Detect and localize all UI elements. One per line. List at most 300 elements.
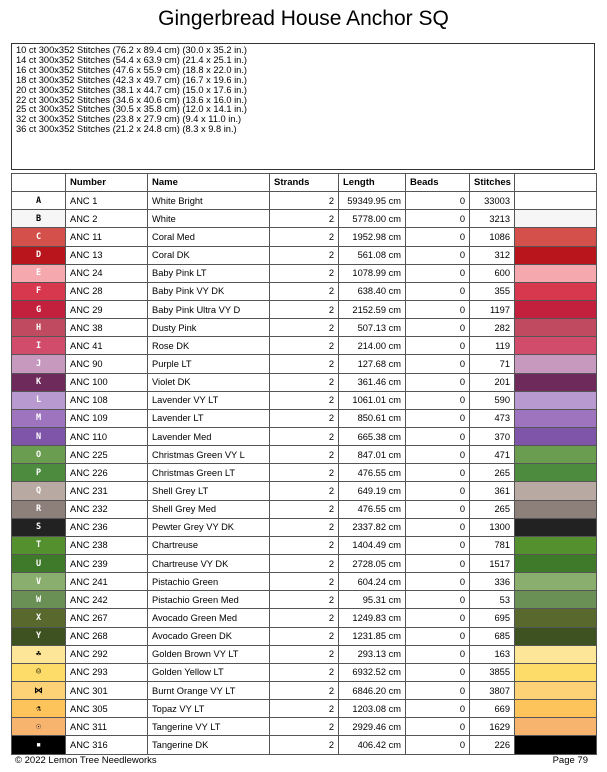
beads-cell: 0	[406, 718, 470, 736]
strands-cell: 2	[270, 536, 339, 554]
number-cell: ANC 241	[66, 573, 148, 591]
symbol-cell: Q	[12, 482, 66, 500]
beads-cell: 0	[406, 627, 470, 645]
stitches-cell: 355	[470, 282, 515, 300]
beads-cell: 0	[406, 246, 470, 264]
fabric-size-line: 14 ct 300x352 Stitches (54.4 x 63.9 cm) (21.4 x 25.1 in.)	[16, 54, 247, 65]
stitches-cell: 3807	[470, 681, 515, 699]
number-cell: ANC 90	[66, 355, 148, 373]
length-cell: 95.31 cm	[339, 591, 406, 609]
symbol-cell: E	[12, 264, 66, 282]
symbol-cell: N	[12, 427, 66, 445]
strands-cell: 2	[270, 337, 339, 355]
fabric-size-info-box	[11, 43, 595, 170]
length-cell: 1952.98 cm	[339, 228, 406, 246]
name-cell: Pewter Grey VY DK	[148, 518, 270, 536]
table-row	[12, 210, 597, 228]
strands-cell: 2	[270, 718, 339, 736]
number-cell: ANC 108	[66, 391, 148, 409]
length-cell: 2152.59 cm	[339, 300, 406, 318]
strands-cell: 2	[270, 228, 339, 246]
fabric-size-line: 32 ct 300x352 Stitches (23.8 x 27.9 cm) (9.4 x 11.0 in.)	[16, 114, 242, 125]
strands-cell: 2	[270, 627, 339, 645]
symbol-cell: W	[12, 591, 66, 609]
strands-cell: 2	[270, 609, 339, 627]
length-cell: 1404.49 cm	[339, 536, 406, 554]
fabric-size-line: 22 ct 300x352 Stitches (34.6 x 40.6 cm) (13.6 x 16.0 in.)	[16, 94, 247, 105]
number-cell: ANC 268	[66, 627, 148, 645]
beads-cell: 0	[406, 192, 470, 210]
stitches-cell: 590	[470, 391, 515, 409]
color-swatch	[515, 500, 597, 518]
name-cell: Lavender VY LT	[148, 391, 270, 409]
stitches-cell: 361	[470, 482, 515, 500]
symbol-cell: D	[12, 246, 66, 264]
table-row	[12, 192, 597, 210]
table-row	[12, 337, 597, 355]
number-cell: ANC 239	[66, 554, 148, 572]
name-cell: Baby Pink VY DK	[148, 282, 270, 300]
table-row	[12, 355, 597, 373]
color-swatch	[515, 700, 597, 718]
length-cell: 1061.01 cm	[339, 391, 406, 409]
thread-legend-table	[11, 173, 597, 755]
name-cell: Golden Brown VY LT	[148, 645, 270, 663]
name-cell: Baby Pink Ultra VY D	[148, 300, 270, 318]
strands-cell: 2	[270, 264, 339, 282]
length-cell: 847.01 cm	[339, 446, 406, 464]
number-cell: ANC 11	[66, 228, 148, 246]
color-swatch	[515, 446, 597, 464]
strands-cell: 2	[270, 391, 339, 409]
stitches-cell: 3855	[470, 663, 515, 681]
color-swatch	[515, 192, 597, 210]
name-cell: Christmas Green LT	[148, 464, 270, 482]
beads-cell: 0	[406, 264, 470, 282]
name-cell: Pistachio Green	[148, 573, 270, 591]
beads-cell: 0	[406, 319, 470, 337]
name-cell: Burnt Orange VY LT	[148, 681, 270, 699]
color-swatch	[515, 518, 597, 536]
header-symbol	[12, 174, 66, 192]
strands-cell: 2	[270, 464, 339, 482]
name-cell: Coral DK	[148, 246, 270, 264]
name-cell: Rose DK	[148, 337, 270, 355]
symbol-cell: P	[12, 464, 66, 482]
color-swatch	[515, 627, 597, 645]
symbol-cell: F	[12, 282, 66, 300]
table-row	[12, 482, 597, 500]
beads-cell: 0	[406, 663, 470, 681]
beads-cell: 0	[406, 427, 470, 445]
color-swatch	[515, 482, 597, 500]
stitches-cell: 3213	[470, 210, 515, 228]
length-cell: 406.42 cm	[339, 736, 406, 754]
header-color	[515, 174, 597, 192]
color-swatch	[515, 319, 597, 337]
strands-cell: 2	[270, 681, 339, 699]
stitches-cell: 119	[470, 337, 515, 355]
stitches-cell: 669	[470, 700, 515, 718]
number-cell: ANC 24	[66, 264, 148, 282]
table-row	[12, 645, 597, 663]
header-strands: Strands	[270, 174, 339, 192]
number-cell: ANC 293	[66, 663, 148, 681]
length-cell: 2337.82 cm	[339, 518, 406, 536]
stitches-cell: 53	[470, 591, 515, 609]
length-cell: 604.24 cm	[339, 573, 406, 591]
beads-cell: 0	[406, 464, 470, 482]
table-row	[12, 609, 597, 627]
color-swatch	[515, 573, 597, 591]
beads-cell: 0	[406, 681, 470, 699]
strands-cell: 2	[270, 427, 339, 445]
symbol-cell: I	[12, 337, 66, 355]
beads-cell: 0	[406, 446, 470, 464]
table-row	[12, 264, 597, 282]
beads-cell: 0	[406, 282, 470, 300]
strands-cell: 2	[270, 446, 339, 464]
table-row	[12, 228, 597, 246]
symbol-cell: ⋈	[12, 681, 66, 699]
stitches-cell: 265	[470, 464, 515, 482]
name-cell: White	[148, 210, 270, 228]
strands-cell: 2	[270, 518, 339, 536]
color-swatch	[515, 663, 597, 681]
name-cell: Pistachio Green Med	[148, 591, 270, 609]
number-cell: ANC 301	[66, 681, 148, 699]
table-row	[12, 627, 597, 645]
length-cell: 1078.99 cm	[339, 264, 406, 282]
stitches-cell: 201	[470, 373, 515, 391]
number-cell: ANC 305	[66, 700, 148, 718]
symbol-cell: ☺	[12, 663, 66, 681]
number-cell: ANC 29	[66, 300, 148, 318]
stitches-cell: 336	[470, 573, 515, 591]
length-cell: 665.38 cm	[339, 427, 406, 445]
number-cell: ANC 236	[66, 518, 148, 536]
color-swatch	[515, 591, 597, 609]
table-row	[12, 736, 597, 754]
beads-cell: 0	[406, 700, 470, 718]
symbol-cell: ☉	[12, 718, 66, 736]
strands-cell: 2	[270, 736, 339, 754]
length-cell: 361.46 cm	[339, 373, 406, 391]
number-cell: ANC 110	[66, 427, 148, 445]
table-row	[12, 681, 597, 699]
stitches-cell: 312	[470, 246, 515, 264]
number-cell: ANC 238	[66, 536, 148, 554]
number-cell: ANC 41	[66, 337, 148, 355]
fabric-size-line: 36 ct 300x352 Stitches (21.2 x 24.8 cm) (8.3 x 9.8 in.)	[16, 124, 237, 135]
symbol-cell: J	[12, 355, 66, 373]
name-cell: Christmas Green VY L	[148, 446, 270, 464]
table-row	[12, 282, 597, 300]
symbol-cell: B	[12, 210, 66, 228]
stitches-cell: 370	[470, 427, 515, 445]
strands-cell: 2	[270, 246, 339, 264]
table-row	[12, 391, 597, 409]
table-row	[12, 591, 597, 609]
beads-cell: 0	[406, 409, 470, 427]
table-row	[12, 246, 597, 264]
beads-cell: 0	[406, 391, 470, 409]
stitches-cell: 1197	[470, 300, 515, 318]
number-cell: ANC 100	[66, 373, 148, 391]
header-beads: Beads	[406, 174, 470, 192]
fabric-size-line: 16 ct 300x352 Stitches (47.6 x 55.9 cm) (18.8 x 22.0 in.)	[16, 64, 247, 75]
table-row	[12, 409, 597, 427]
strands-cell: 2	[270, 645, 339, 663]
table-row	[12, 319, 597, 337]
stitches-cell: 781	[470, 536, 515, 554]
strands-cell: 2	[270, 591, 339, 609]
stitches-cell: 685	[470, 627, 515, 645]
symbol-cell: V	[12, 573, 66, 591]
beads-cell: 0	[406, 573, 470, 591]
color-swatch	[515, 391, 597, 409]
color-swatch	[515, 427, 597, 445]
stitches-cell: 33003	[470, 192, 515, 210]
symbol-cell: ⚗	[12, 700, 66, 718]
strands-cell: 2	[270, 482, 339, 500]
stitches-cell: 471	[470, 446, 515, 464]
color-swatch	[515, 264, 597, 282]
color-swatch	[515, 409, 597, 427]
fabric-size-line: 20 ct 300x352 Stitches (38.1 x 44.7 cm) (15.0 x 17.6 in.)	[16, 84, 247, 95]
table-row	[12, 500, 597, 518]
name-cell: Dusty Pink	[148, 319, 270, 337]
length-cell: 1249.83 cm	[339, 609, 406, 627]
symbol-cell: A	[12, 192, 66, 210]
beads-cell: 0	[406, 355, 470, 373]
stitches-cell: 265	[470, 500, 515, 518]
beads-cell: 0	[406, 536, 470, 554]
symbol-cell: K	[12, 373, 66, 391]
strands-cell: 2	[270, 282, 339, 300]
color-swatch	[515, 228, 597, 246]
strands-cell: 2	[270, 573, 339, 591]
name-cell: Tangerine VY LT	[148, 718, 270, 736]
color-swatch	[515, 300, 597, 318]
beads-cell: 0	[406, 554, 470, 572]
symbol-cell: O	[12, 446, 66, 464]
table-row	[12, 373, 597, 391]
table-row	[12, 427, 597, 445]
color-swatch	[515, 736, 597, 754]
color-swatch	[515, 645, 597, 663]
length-cell: 850.61 cm	[339, 409, 406, 427]
symbol-cell: U	[12, 554, 66, 572]
symbol-cell: ☘	[12, 645, 66, 663]
name-cell: Coral Med	[148, 228, 270, 246]
number-cell: ANC 13	[66, 246, 148, 264]
table-row	[12, 518, 597, 536]
table-row	[12, 300, 597, 318]
color-swatch	[515, 355, 597, 373]
symbol-cell: G	[12, 300, 66, 318]
strands-cell: 2	[270, 700, 339, 718]
beads-cell: 0	[406, 373, 470, 391]
name-cell: Purple LT	[148, 355, 270, 373]
color-swatch	[515, 246, 597, 264]
fabric-size-line: 10 ct 300x352 Stitches (76.2 x 89.4 cm) (30.0 x 35.2 in.)	[16, 45, 247, 55]
color-swatch	[515, 464, 597, 482]
number-cell: ANC 2	[66, 210, 148, 228]
beads-cell: 0	[406, 337, 470, 355]
number-cell: ANC 226	[66, 464, 148, 482]
symbol-cell: Y	[12, 627, 66, 645]
length-cell: 293.13 cm	[339, 645, 406, 663]
strands-cell: 2	[270, 409, 339, 427]
stitches-cell: 695	[470, 609, 515, 627]
number-cell: ANC 267	[66, 609, 148, 627]
length-cell: 2929.46 cm	[339, 718, 406, 736]
length-cell: 649.19 cm	[339, 482, 406, 500]
name-cell: White Bright	[148, 192, 270, 210]
name-cell: Avocado Green DK	[148, 627, 270, 645]
symbol-cell: R	[12, 500, 66, 518]
beads-cell: 0	[406, 500, 470, 518]
length-cell: 1203.08 cm	[339, 700, 406, 718]
table-row	[12, 573, 597, 591]
table-row	[12, 446, 597, 464]
stitches-cell: 71	[470, 355, 515, 373]
length-cell: 214.00 cm	[339, 337, 406, 355]
number-cell: ANC 1	[66, 192, 148, 210]
stitches-cell: 1517	[470, 554, 515, 572]
header-number: Number	[66, 174, 148, 192]
symbol-cell: X	[12, 609, 66, 627]
length-cell: 507.13 cm	[339, 319, 406, 337]
length-cell: 59349.95 cm	[339, 192, 406, 210]
number-cell: ANC 109	[66, 409, 148, 427]
length-cell: 638.40 cm	[339, 282, 406, 300]
beads-cell: 0	[406, 736, 470, 754]
number-cell: ANC 311	[66, 718, 148, 736]
symbol-cell: T	[12, 536, 66, 554]
name-cell: Avocado Green Med	[148, 609, 270, 627]
table-header-row	[12, 174, 597, 192]
stitches-cell: 282	[470, 319, 515, 337]
beads-cell: 0	[406, 228, 470, 246]
color-swatch	[515, 337, 597, 355]
copyright-text: © 2022 Lemon Tree Needleworks	[15, 755, 157, 766]
fabric-size-line: 18 ct 300x352 Stitches (42.3 x 49.7 cm) (16.7 x 19.6 in.)	[16, 74, 247, 85]
stitches-cell: 226	[470, 736, 515, 754]
length-cell: 2728.05 cm	[339, 554, 406, 572]
beads-cell: 0	[406, 645, 470, 663]
strands-cell: 2	[270, 192, 339, 210]
name-cell: Chartreuse	[148, 536, 270, 554]
number-cell: ANC 316	[66, 736, 148, 754]
length-cell: 6846.20 cm	[339, 681, 406, 699]
number-cell: ANC 231	[66, 482, 148, 500]
name-cell: Shell Grey Med	[148, 500, 270, 518]
name-cell: Lavender LT	[148, 409, 270, 427]
length-cell: 476.55 cm	[339, 464, 406, 482]
name-cell: Violet DK	[148, 373, 270, 391]
number-cell: ANC 225	[66, 446, 148, 464]
name-cell: Topaz VY LT	[148, 700, 270, 718]
strands-cell: 2	[270, 500, 339, 518]
number-cell: ANC 232	[66, 500, 148, 518]
strands-cell: 2	[270, 373, 339, 391]
symbol-cell: ▪	[12, 736, 66, 754]
stitches-cell: 163	[470, 645, 515, 663]
table-row	[12, 554, 597, 572]
name-cell: Lavender Med	[148, 427, 270, 445]
name-cell: Chartreuse VY DK	[148, 554, 270, 572]
name-cell: Shell Grey LT	[148, 482, 270, 500]
number-cell: ANC 28	[66, 282, 148, 300]
color-swatch	[515, 681, 597, 699]
strands-cell: 2	[270, 355, 339, 373]
strands-cell: 2	[270, 663, 339, 681]
symbol-cell: H	[12, 319, 66, 337]
color-swatch	[515, 373, 597, 391]
table-row	[12, 464, 597, 482]
beads-cell: 0	[406, 300, 470, 318]
header-name: Name	[148, 174, 270, 192]
header-length: Length	[339, 174, 406, 192]
beads-cell: 0	[406, 482, 470, 500]
table-row	[12, 718, 597, 736]
beads-cell: 0	[406, 518, 470, 536]
strands-cell: 2	[270, 300, 339, 318]
strands-cell: 2	[270, 554, 339, 572]
number-cell: ANC 242	[66, 591, 148, 609]
length-cell: 6932.52 cm	[339, 663, 406, 681]
name-cell: Golden Yellow LT	[148, 663, 270, 681]
stitches-cell: 473	[470, 409, 515, 427]
number-cell: ANC 292	[66, 645, 148, 663]
length-cell: 1231.85 cm	[339, 627, 406, 645]
page-number: Page 79	[552, 755, 588, 766]
beads-cell: 0	[406, 210, 470, 228]
symbol-cell: C	[12, 228, 66, 246]
symbol-cell: M	[12, 409, 66, 427]
symbol-cell: S	[12, 518, 66, 536]
color-swatch	[515, 609, 597, 627]
color-swatch	[515, 536, 597, 554]
length-cell: 476.55 cm	[339, 500, 406, 518]
stitches-cell: 1300	[470, 518, 515, 536]
table-row	[12, 536, 597, 554]
beads-cell: 0	[406, 609, 470, 627]
fabric-size-line: 25 ct 300x352 Stitches (30.5 x 35.8 cm) (12.0 x 14.1 in.)	[16, 104, 247, 115]
length-cell: 561.08 cm	[339, 246, 406, 264]
strands-cell: 2	[270, 319, 339, 337]
symbol-cell: L	[12, 391, 66, 409]
color-swatch	[515, 718, 597, 736]
name-cell: Tangerine DK	[148, 736, 270, 754]
beads-cell: 0	[406, 591, 470, 609]
length-cell: 127.68 cm	[339, 355, 406, 373]
name-cell: Baby Pink LT	[148, 264, 270, 282]
table-row	[12, 663, 597, 681]
strands-cell: 2	[270, 210, 339, 228]
table-row	[12, 700, 597, 718]
stitches-cell: 1629	[470, 718, 515, 736]
length-cell: 5778.00 cm	[339, 210, 406, 228]
page-title: Gingerbread House Anchor SQ	[158, 7, 449, 30]
color-swatch	[515, 210, 597, 228]
color-swatch	[515, 554, 597, 572]
color-swatch	[515, 282, 597, 300]
number-cell: ANC 38	[66, 319, 148, 337]
stitches-cell: 600	[470, 264, 515, 282]
